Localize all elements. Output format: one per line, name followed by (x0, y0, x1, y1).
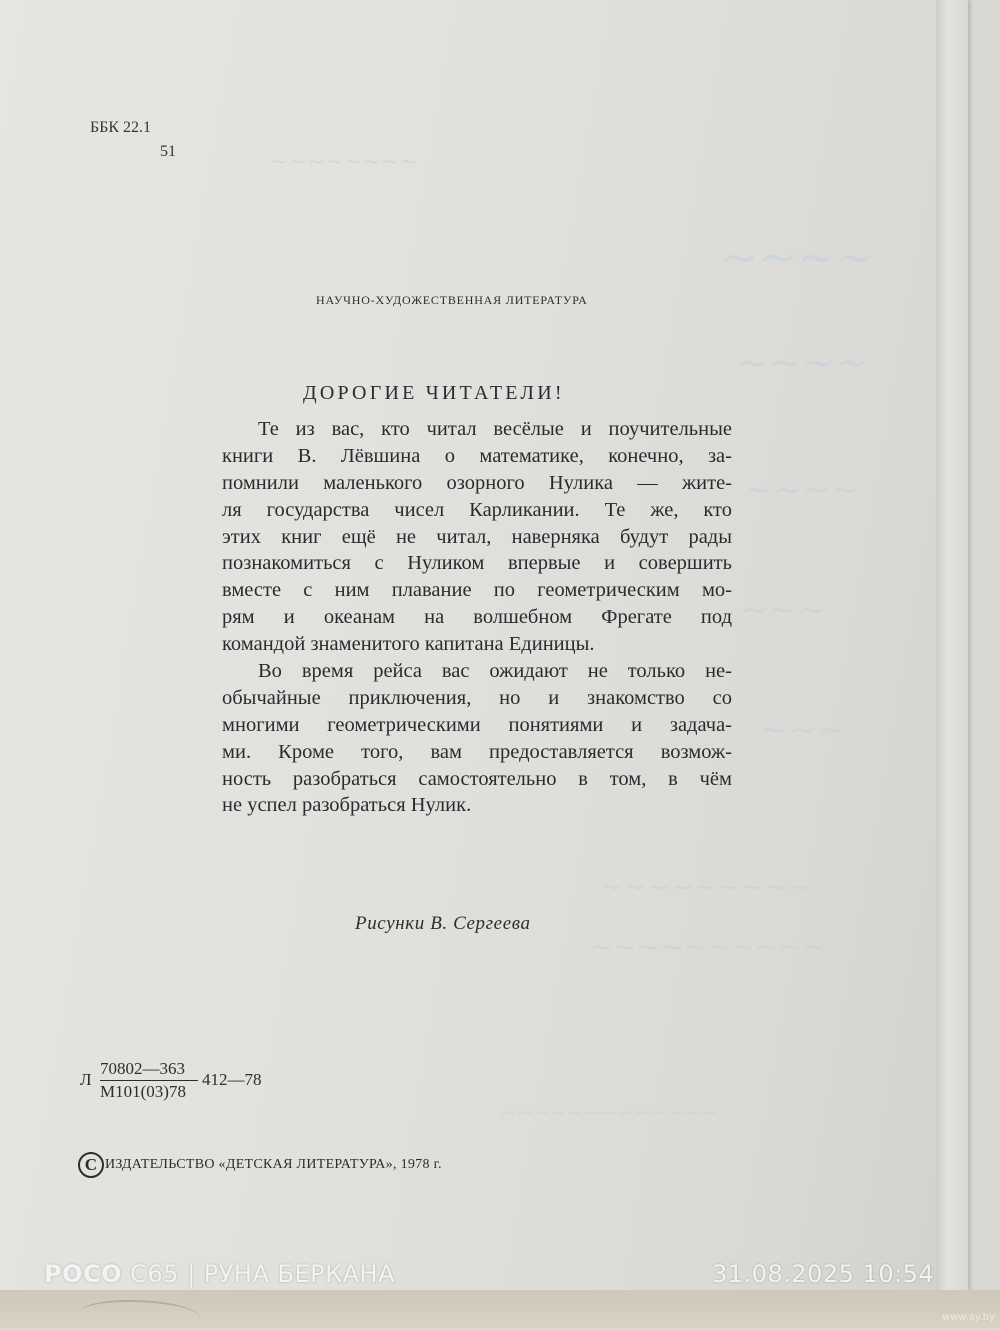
copyright-icon: C (78, 1152, 104, 1178)
text-line: не успел разобраться Нулик. (222, 794, 472, 817)
index-suffix: 412—78 (202, 1070, 262, 1089)
show-through-text: ~~~~ (745, 470, 859, 510)
show-through-text: ~~~ (740, 590, 826, 630)
show-through-text: ~~~~~~~~ (270, 150, 418, 175)
text-line: многими геометрическими понятиями и задача- (222, 713, 732, 736)
show-through-text: ~~~~~~~~~ (600, 870, 812, 903)
text-line: рям и океанам на волшебном Фрегате под (222, 606, 732, 629)
camera-datetime: 31.08.2025 10:54 (712, 1260, 935, 1288)
copyright-line (78, 1152, 442, 1178)
camera-overlay-left (44, 1260, 395, 1288)
show-through-text: ~~~~ (735, 340, 870, 386)
index-fraction (100, 1058, 204, 1103)
show-through-text: ~~~~~~~~~~ (590, 930, 825, 963)
bbk-index: 51 (160, 143, 176, 160)
text-line: Во время рейса вас ожидают не только не- (258, 660, 732, 683)
text-line: ми. Кроме того, вам предоставляется возмож- (222, 740, 732, 763)
text-line: командой знаменитого капитана Единицы. (222, 633, 595, 656)
show-through-text: ~~~~ (720, 230, 875, 284)
text-line: ля государства чисел Карликании. Те же, кто (222, 498, 732, 521)
text-line: Те из вас, кто читал весёлые и поучительные (258, 418, 732, 440)
show-through-text: ~~~ (760, 710, 846, 750)
page-edge (936, 0, 968, 1290)
text-line: вместе с ним плавание по геометрическим мо- (222, 579, 732, 602)
intro-text (222, 416, 732, 819)
text-line: ность разобраться самостоятельно в том, в чём (222, 767, 732, 790)
text-line: этих книг ещё не читал, наверняка будут рады (222, 525, 732, 548)
copyright-text: ИЗДАТЕЛЬСТВО «ДЕТСКАЯ ЛИТЕРАТУРА», 1978 г. (105, 1157, 442, 1173)
illustrator-credit: Рисунки В. Сергеева (355, 913, 531, 934)
index-numerator: 70802—363 (100, 1059, 185, 1078)
bbk-code: ББК 22.1 (90, 119, 152, 136)
text-line: познакомиться с Нуликом впервые и совершить (222, 552, 732, 575)
index-denominator: М101(03)78 (100, 1082, 186, 1101)
camera-model: C65 | РУНА БЕРКАНА (130, 1260, 396, 1288)
site-watermark: www.ay.by (942, 1312, 995, 1323)
index-letter: Л (80, 1070, 92, 1089)
text-line: обычайные приключения, но и знакомство со (222, 686, 732, 709)
genre-label: НАУЧНО-ХУДОЖЕСТВЕННАЯ ЛИТЕРАТУРА (316, 293, 588, 307)
text-line: книги В. Лёвшина о математике, конечно, за- (222, 444, 732, 467)
text-line: помнили маленького озорного Нулика — жите- (222, 471, 732, 494)
camera-brand: POCO (44, 1260, 123, 1288)
page-title: ДОРОГИЕ ЧИТАТЕЛИ! (303, 382, 565, 404)
show-through-text: ~~~~~~~~~~~~~ (500, 1100, 718, 1124)
bbk-classification (90, 116, 176, 164)
